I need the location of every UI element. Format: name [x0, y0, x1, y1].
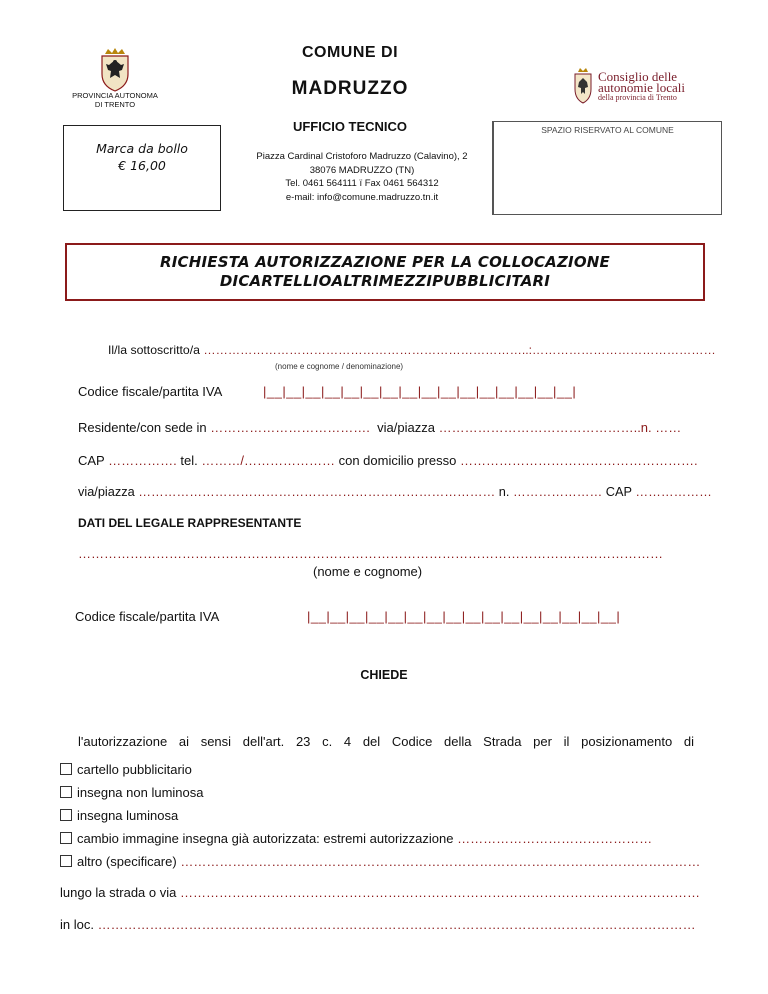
- legale-name-field[interactable]: ………………………………………………………………………………………………………………………: [78, 546, 663, 561]
- cap-tel-row: CAP ……………. tel. ………/………………… con domicilio presso ……………………………………………….: [78, 453, 698, 468]
- comune-di-label: COMUNE DI: [301, 44, 399, 61]
- option-cambio-immagine[interactable]: cambio immagine insegna già autorizzata: estremi autorizzazione ………………………………………: [60, 831, 652, 846]
- cf-label: Codice fiscale/partita IVA: [78, 384, 223, 399]
- checkbox-icon[interactable]: [60, 763, 72, 775]
- cap2-field[interactable]: ………………: [635, 484, 712, 499]
- bollo-line1: Marca da bollo: [96, 141, 188, 156]
- estremi-autorizzazione-field[interactable]: ………………………………………: [457, 831, 653, 846]
- trento-coat-of-arms-icon: [98, 48, 132, 92]
- altro-field[interactable]: …………………………………………………………………………………………………………: [180, 854, 701, 869]
- address-block: Piazza Cardinal Cristoforo Madruzzo (Calavino), 2 38076 MADRUZZO (TN) Tel. 0461 564111 ï Fax 0461 564312 e-mail: info@comune.madruzzo.tn.it: [256, 151, 468, 203]
- localita-field[interactable]: …………………………………………………………………………………………………………………………: [97, 917, 696, 932]
- residente-field[interactable]: ……………………………….: [210, 420, 370, 435]
- title-line1: RICHIESTA AUTORIZZAZIONE PER LA COLLOCAZIONE: [160, 253, 610, 271]
- numero2-field[interactable]: …………………: [512, 484, 603, 499]
- checkbox-icon[interactable]: [60, 855, 72, 867]
- bollo-amount: € 16,00: [118, 158, 166, 173]
- legale-cf-label: Codice fiscale/partita IVA: [75, 609, 220, 624]
- via2-field[interactable]: …………………………………………………………………………: [138, 484, 496, 499]
- checkbox-icon[interactable]: [60, 809, 72, 821]
- spazio-riservato-label: SPAZIO RISERVATO AL COMUNE: [541, 125, 674, 135]
- nome-denominazione-hint: (nome e cognome / denominazione): [275, 362, 404, 371]
- checkbox-icon[interactable]: [60, 786, 72, 798]
- strada-row: lungo la strada o via …………………………………………………………………………………………………………: [60, 885, 700, 900]
- residente-row: Residente/con sede in ………………………………. via/piazza ………………………………………..n. ……: [78, 420, 682, 435]
- comune-name: MADRUZZO: [291, 78, 409, 99]
- strada-field[interactable]: …………………………………………………………………………………………………………: [179, 885, 700, 900]
- spazio-riservato-box: [492, 121, 722, 215]
- legale-cf-input-boxes[interactable]: |__|__|__|__|__|__|__|__|__|__|__|__|__|__|__|__|: [307, 609, 621, 624]
- legale-heading: DATI DEL LEGALE RAPPRESENTANTE: [78, 516, 302, 530]
- consiglio-logo-icon: [573, 67, 593, 105]
- ufficio-label: UFFICIO TECNICO: [292, 119, 408, 134]
- numero-field[interactable]: ……: [655, 420, 682, 435]
- title-box: [65, 243, 705, 301]
- option-cartello[interactable]: cartello pubblicitario: [60, 762, 192, 777]
- request-paragraph: l'autorizzazione ai sensi dell'art. 23 c. 4 del Codice della Strada per il posizionamento di: [78, 734, 694, 749]
- checkbox-icon[interactable]: [60, 832, 72, 844]
- sottoscritto-row: [108, 343, 716, 357]
- title-line2: DICARTELLIOALTRIMEZZIPUBBLICITARI: [219, 272, 551, 290]
- domicilio-field[interactable]: ……………………………………………….: [460, 453, 698, 468]
- consiglio-autonomie-logo-text: Consiglio delle autonomie locali della provincia di Trento: [598, 69, 686, 102]
- tel-field[interactable]: ………/…………………: [201, 453, 335, 468]
- cf-input-boxes[interactable]: |__|__|__|__|__|__|__|__|__|__|__|__|__|__|__|__|: [263, 384, 577, 399]
- localita-row: in loc. …………………………………………………………………………………………………………………………: [60, 917, 696, 932]
- via2-row: via/piazza ………………………………………………………………………… n. ………………… CAP ………………: [78, 484, 712, 499]
- provincia-label: PROVINCIA AUTONOMA DI TRENTO: [72, 91, 158, 109]
- chiede-heading: CHIEDE: [360, 668, 408, 682]
- sottoscritto-field[interactable]: ……………………………………………………………………..:………………………………………: [203, 343, 716, 357]
- option-insegna-luminosa[interactable]: insegna luminosa: [60, 808, 178, 823]
- sottoscritto-label: Il/la sottoscritto/a: [108, 343, 200, 357]
- option-insegna-non-luminosa[interactable]: insegna non luminosa: [60, 785, 203, 800]
- cap-field[interactable]: …………….: [108, 453, 177, 468]
- option-altro[interactable]: altro (specificare) …………………………………………………………………………………………………………: [60, 854, 700, 869]
- via-field[interactable]: ………………………………………..n.: [438, 420, 652, 435]
- legale-name-hint: (nome e cognome): [313, 564, 423, 579]
- marca-da-bollo-box: [63, 125, 221, 211]
